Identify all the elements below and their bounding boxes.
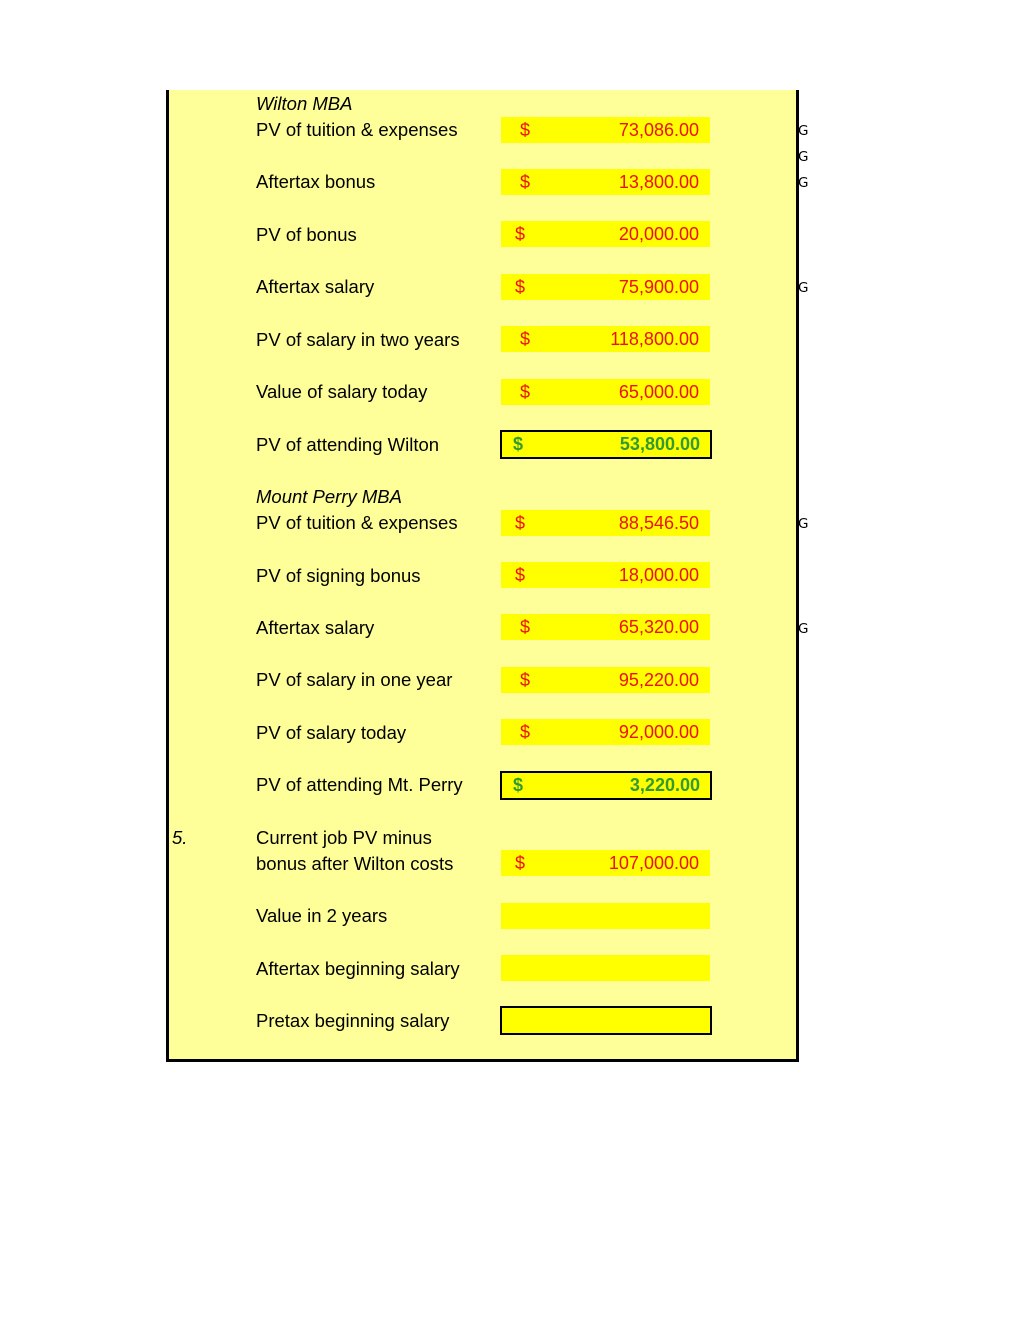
q5-value-2-years-cell[interactable] (501, 903, 710, 929)
cell-value: 13,800.00 (618, 172, 699, 192)
q5-pretax-beginning-salary-result-cell[interactable] (500, 1006, 712, 1035)
currency-symbol: $ (515, 853, 526, 873)
wilton-heading: Wilton MBA (256, 93, 353, 114)
mp-signing-bonus-label: PV of signing bonus (256, 565, 421, 586)
q5-label-line2: bonus after Wilton costs (256, 853, 454, 874)
mp-pv-salary-one-year-cell[interactable] (501, 667, 710, 693)
mp-pv-attending-label: PV of attending Mt. Perry (256, 774, 463, 795)
wilton-pv-bonus-label: PV of bonus (256, 224, 357, 245)
q5-aftertax-beginning-salary-label: Aftertax beginning salary (256, 958, 460, 979)
cell-value: 107,000.00 (608, 853, 699, 873)
mp-aftertax-salary-cell[interactable] (501, 614, 710, 640)
cell-value: 118,800.00 (610, 329, 699, 349)
wilton-aftertax-salary-cell[interactable] (501, 274, 710, 300)
currency-symbol: $ (520, 382, 531, 402)
mp-tuition-cell[interactable] (501, 510, 710, 536)
currency-symbol: $ (515, 277, 526, 297)
mount-perry-heading: Mount Perry MBA (256, 486, 402, 507)
cell-value: 73,086.00 (618, 120, 699, 140)
cell-value: 18,000.00 (618, 565, 699, 585)
cell-value: 65,320.00 (618, 617, 699, 637)
currency-symbol: $ (520, 617, 531, 637)
currency-symbol: $ (520, 120, 531, 140)
currency-symbol: $ (520, 329, 531, 349)
mp-pv-salary-today-label: PV of salary today (256, 722, 407, 743)
wilton-pv-attending-result-cell[interactable] (500, 430, 712, 459)
mp-signing-bonus-cell[interactable] (501, 562, 710, 588)
currency-symbol: $ (513, 434, 524, 454)
currency-symbol: $ (520, 172, 531, 192)
question-number: 5. (172, 827, 188, 848)
wilton-pv-salary-two-years-label: PV of salary in two years (256, 329, 460, 350)
currency-symbol: $ (520, 670, 531, 690)
wilton-salary-today-cell[interactable] (501, 379, 710, 405)
cell-value: 92,000.00 (618, 722, 699, 742)
cell-value: 3,220.00 (629, 775, 700, 795)
q5-label-line1: Current job PV minus (256, 827, 432, 848)
cell-value: 20,000.00 (618, 224, 699, 244)
mp-pv-salary-one-year-label: PV of salary in one year (256, 669, 453, 690)
side-mark: G (798, 516, 809, 532)
q5-aftertax-beginning-salary-cell[interactable] (501, 955, 710, 981)
wilton-tuition-label: PV of tuition & expenses (256, 119, 458, 140)
cell-value: 65,000.00 (618, 382, 699, 402)
currency-symbol: $ (515, 224, 526, 244)
cell-value: 75,900.00 (618, 277, 699, 297)
side-mark: G (798, 149, 809, 165)
mp-tuition-label: PV of tuition & expenses (256, 512, 458, 533)
currency-symbol: $ (520, 722, 531, 742)
wilton-pv-attending-label: PV of attending Wilton (256, 434, 440, 455)
currency-symbol: $ (515, 565, 526, 585)
q5-current-job-pv-cell[interactable] (501, 850, 710, 876)
q5-value-2-years-label: Value in 2 years (256, 905, 388, 926)
side-mark: G (798, 280, 809, 296)
wilton-aftertax-salary-label: Aftertax salary (256, 276, 375, 297)
currency-symbol: $ (515, 513, 526, 533)
mp-aftertax-salary-label: Aftertax salary (256, 617, 375, 638)
wilton-tuition-cell[interactable] (501, 117, 710, 143)
side-mark: G (798, 123, 809, 139)
mp-pv-attending-result-cell[interactable] (500, 771, 712, 800)
mp-pv-salary-today-cell[interactable] (501, 719, 710, 745)
wilton-aftertax-bonus-label: Aftertax bonus (256, 171, 376, 192)
cell-value: 53,800.00 (619, 434, 700, 454)
side-mark: G (798, 175, 809, 191)
currency-symbol: $ (513, 775, 524, 795)
wilton-salary-today-label: Value of salary today (256, 381, 428, 402)
q5-pretax-beginning-salary-label: Pretax beginning salary (256, 1010, 450, 1031)
wilton-pv-salary-two-years-cell[interactable] (501, 326, 710, 352)
wilton-pv-bonus-cell[interactable] (501, 221, 710, 247)
cell-value: 95,220.00 (618, 670, 699, 690)
side-mark: G (798, 621, 809, 637)
wilton-aftertax-bonus-cell[interactable] (501, 169, 710, 195)
cell-value: 88,546.50 (618, 513, 699, 533)
